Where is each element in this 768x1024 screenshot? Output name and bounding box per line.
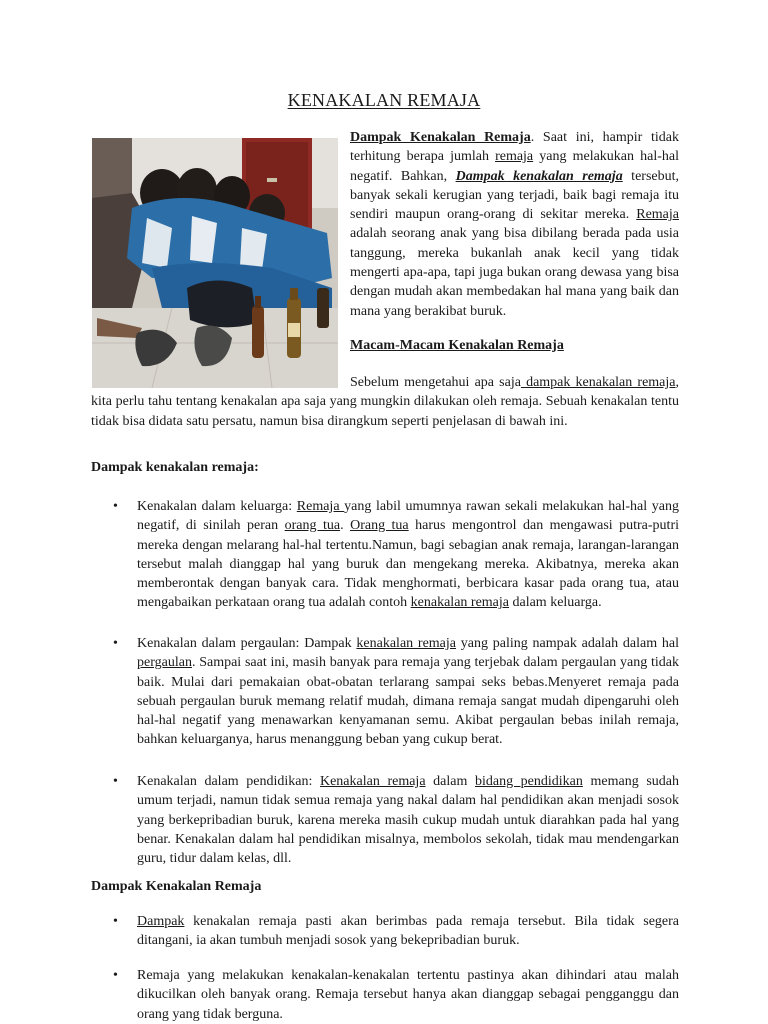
list-item-pergaulan: [91, 634, 679, 750]
section1-list-2: [91, 634, 679, 750]
sebelum-paragraph: [91, 373, 679, 431]
text: Kenakalan dalam keluarga:: [137, 499, 297, 514]
link-dampak-kenakalan-remaja[interactable]: Dampak kenakalan remaja: [455, 168, 623, 184]
section1-heading: Dampak kenakalan remaja:: [91, 460, 259, 475]
link-kenakalan-remaja-b2[interactable]: kenakalan remaja: [356, 636, 457, 651]
intro-lead-link[interactable]: Dampak Kenakalan Remaja: [350, 130, 531, 145]
text: yang labil umumnya rawan sekali melakukan hal-hal yang negatif, di sinilah peran: [137, 499, 679, 534]
sebelum-text-2: , kita perlu tahu tentang kenakalan apa saja yang mungkin dilakukan oleh remaja. Sebuah kenakalan tentu tidak bisa didata satu persatu, namun bisa dirangkum seperti penjelasan di bawah ini.: [91, 375, 679, 429]
text: . Sampai saat ini, masih banyak para remaja yang terjebak dalam pergaulan yang tidak baik. Mulai dari pemakaian obat-obatan terlarang sampai seks bebas.Menyeret remaja pada sebuah pergaulan buruk memang relatif mudah, dimana remaja sangat mudah dipengaruhi oleh hal-hal negatif yang menawarkan kenyamanan semu. Akibat pergaulan bebas inilah remaja, bahkan keluarganya, harus menanggung beban yang cukup berat.: [137, 655, 679, 748]
section1-list: [91, 497, 679, 613]
sebelum-text-1: Sebelum mengetahui apa saja: [350, 375, 521, 390]
section2-list: [91, 912, 679, 951]
intro-text-2: yang melakukan hal-hal negatif. Bahkan,: [350, 149, 679, 184]
bullet-icon: •: [113, 499, 118, 514]
section2-heading: Dampak Kenakalan Remaja: [91, 879, 262, 894]
link-remaja[interactable]: remaja: [495, 149, 534, 165]
link-kenakalan-remaja-b3[interactable]: Kenakalan remaja: [319, 774, 426, 789]
bullet-icon: •: [113, 774, 118, 789]
section1-list-3: [91, 772, 679, 868]
text: yang paling nampak adalah dalam hal: [456, 636, 680, 651]
link-orang-tua[interactable]: orang tua: [284, 518, 341, 534]
list-item-pendidikan: [91, 772, 679, 868]
list-item-keluarga: [91, 497, 679, 613]
link-dampak-remaja[interactable]: dampak kenakalan remaja: [520, 375, 676, 390]
link-orang-tua-2[interactable]: Orang tua: [350, 518, 409, 534]
text: Kenakalan dalam pendidikan:: [137, 774, 320, 789]
link-kenakalan-remaja-b1[interactable]: kenakalan remaja: [410, 595, 509, 611]
intro-paragraph: [350, 128, 679, 321]
list-item-dampak-2: [91, 966, 679, 1024]
section2-list-2: [91, 966, 679, 1024]
link-remaja-2[interactable]: Remaja: [636, 207, 679, 223]
intro-text-3: tersebut, banyak sekali kerugian yang terjadi, baik bagi remaja itu sendiri maupun orang-orang di sekitar mereka.: [350, 168, 680, 223]
text: memang sudah umum terjadi, namun tidak semua remaja yang nakal dalam hal pendidikan akan menjadi sosok yang berkepribadian buruk, karena mereka masih cukup mudah untuk diarahkan pada hal yang benar. Kenakalan dalam hal pendidikan misalnya, membolos sekolah, tidak mau mendengarkan guru, tidur dalam kelas, dll.: [137, 774, 679, 867]
link-dampak[interactable]: Dampak: [137, 914, 185, 929]
bullet-icon: •: [113, 968, 118, 983]
text: harus mengontrol dan mengawasi putra-putri mereka dengan melarang hal-hal tertentu.Namun, bagi sebagian anak remaja, larangan-larangan tersebut malah dianggap hal yang buruk dan mengekang mereka. Akibatnya, mereka akan memberontak dengan banyak cara. Tidak menghormati, berbicara kasar pada orang tua, atau mengabaikan perkataan orang tua adalah contoh: [137, 518, 680, 611]
link-pergaulan[interactable]: pergaulan: [137, 655, 192, 671]
text: dalam: [425, 774, 475, 789]
macam-heading: Macam-Macam Kenakalan Remaja: [350, 338, 564, 353]
bullet-icon: •: [113, 636, 118, 651]
link-bidang-pendidikan[interactable]: bidang pendidikan: [474, 774, 583, 789]
text: .: [340, 518, 351, 534]
text: Kenakalan dalam pergaulan: Dampak: [137, 636, 357, 651]
teenagers-photo: [92, 138, 338, 388]
text: dalam keluarga.: [508, 595, 602, 611]
bullet-icon: •: [113, 914, 118, 929]
link-remaja-b1[interactable]: Remaja: [296, 499, 345, 514]
text: kenakalan remaja pasti akan berimbas pada remaja tersebut. Bila tidak segera ditangani, ia akan tumbuh menjadi sosok yang bekepribadian buruk.: [137, 914, 679, 949]
intro-text-1: . Saat ini, hampir tidak terhitung berapa jumlah: [350, 130, 679, 165]
intro-text-4: adalah seorang anak yang bisa dibilang berada pada usia tanggung, mereka bukanlah anak kecil yang tidak mengerti apa-apa, tapi juga bukan orang dewasa yang bisa dengan mudah akan membedakan hal mana yang baik dan mana yang berakibat buruk.: [350, 226, 679, 319]
text: Remaja yang melakukan kenakalan-kenakalan tertentu pastinya akan dihindari atau malah dikucilkan oleh banyak orang. Remaja tersebut hanya akan dianggap sebagai pengganggu dan orang yang tidak berguna.: [137, 968, 679, 1022]
list-item-dampak-1: [91, 912, 679, 951]
photo-illustration: [92, 138, 338, 388]
page-title: KENAKALAN REMAJA: [287, 90, 481, 110]
